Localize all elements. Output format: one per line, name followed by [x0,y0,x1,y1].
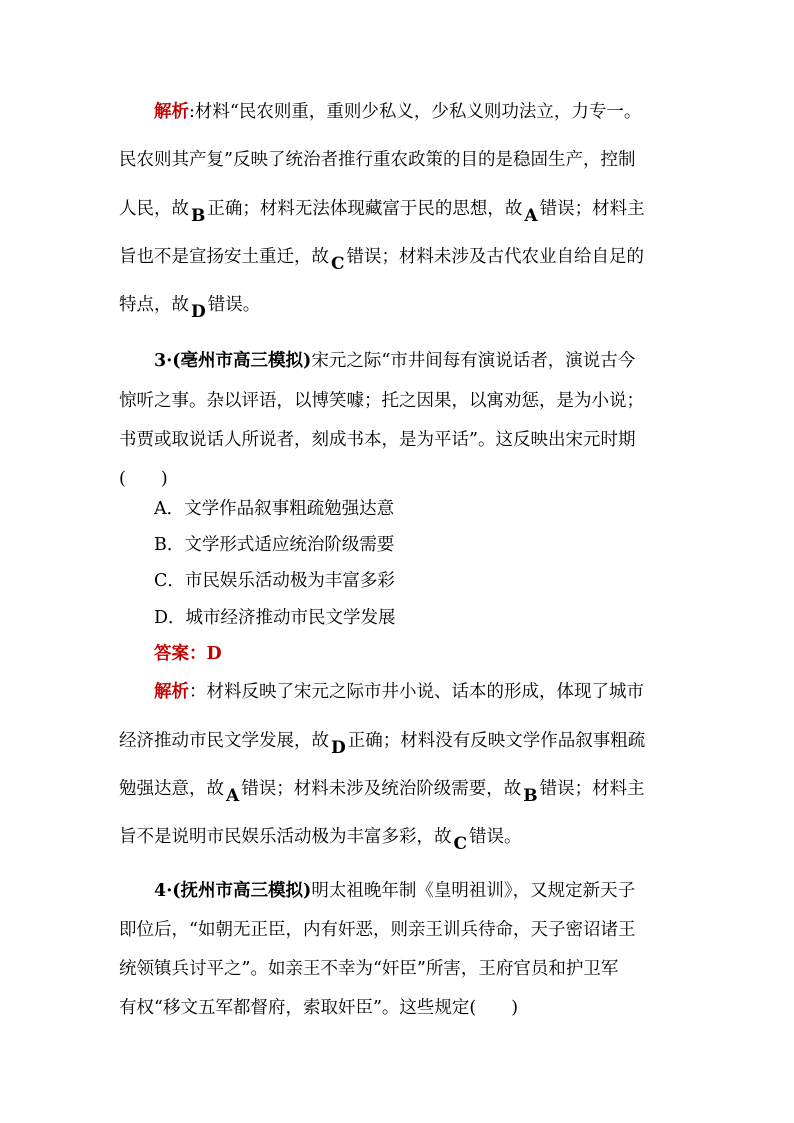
analysis-2-line-3: 勉强达意，故 A 错误；材料未涉及统治阶级需要，故 B 错误；材料主 [119,779,645,806]
analysis-2-line-4: 旨不是说明市民娱乐活动极为丰富多彩，故 C 错误。 [119,827,522,854]
analysis-2-line-2: 经济推动市民文学发展，故 D 正确；材料没有反映文学作品叙事粗疏 [119,731,646,758]
question-4-line-1: 4·(抚州市高三模拟)明太祖晚年制《皇明祖训》，又规定新天子 [154,881,636,901]
question-3-line-3: 书贾或取说话人所说者，刻成书本，是为平话”。这反映出宋元时期 [119,430,636,450]
question-4-line-2: 即位后，“如朝无正臣，内有奸恶，则亲王训兵待命，天子密诏诸王 [119,920,636,940]
question-3-line-2: 惊听之事。杂以评语，以博笑噱；托之因果，以寓劝惩，是为小说； [119,391,644,411]
answer-line [154,642,714,666]
question-number: 4 [154,881,167,901]
analysis-1-line-1: 解析:材料“民农则重，重则少私义，少私义则功法立，力专一。 [154,102,642,122]
analysis-1-line-2: 民农则其产复”反映了统治者推行重农政策的目的是稳固生产，控制 [119,150,636,170]
answer-label: 答案： [154,644,207,664]
analysis-1-line-4: 旨也不是宣扬安土重迁，故 C 错误；材料未涉及古代农业自给自足的 [119,247,645,274]
question-4-line-4: 有权“移文五军都督府，索取奸臣”。这些规定( ) [119,998,519,1018]
option-c: C．市民娱乐活动极为丰富多彩 [154,571,395,591]
question-3-blank: ( ) [119,469,168,489]
question-number: 3 [154,351,167,371]
answer-value: D [206,644,222,664]
analysis-label: 解析 [154,682,189,702]
analysis-label: 解析 [154,102,189,122]
question-4-line-3: 统领镇兵讨平之”。如亲王不幸为“奸臣”所害，王府官员和护卫军 [119,959,619,979]
question-source: (抚州市高三模拟) [172,881,312,901]
option-d: D．城市经济推动市民文学发展 [154,608,396,628]
question-3-line-1: 3·(亳州市高三模拟)宋元之际“市井间每有演说话者，演说古今 [154,351,636,371]
analysis-2-line-1: 解析：材料反映了宋元之际市井小说、话本的形成，体现了城市 [154,682,644,702]
analysis-1-line-3: 人民，故 B 正确；材料无法体现藏富于民的思想，故 A 错误；材料主 [119,199,645,226]
option-b: B．文学形式适应统治阶级需要 [154,535,395,555]
question-source: (亳州市高三模拟) [172,351,312,371]
option-a: A．文学作品叙事粗疏勉强达意 [154,499,395,519]
analysis-1-line-5: 特点，故 D 错误。 [119,295,261,322]
